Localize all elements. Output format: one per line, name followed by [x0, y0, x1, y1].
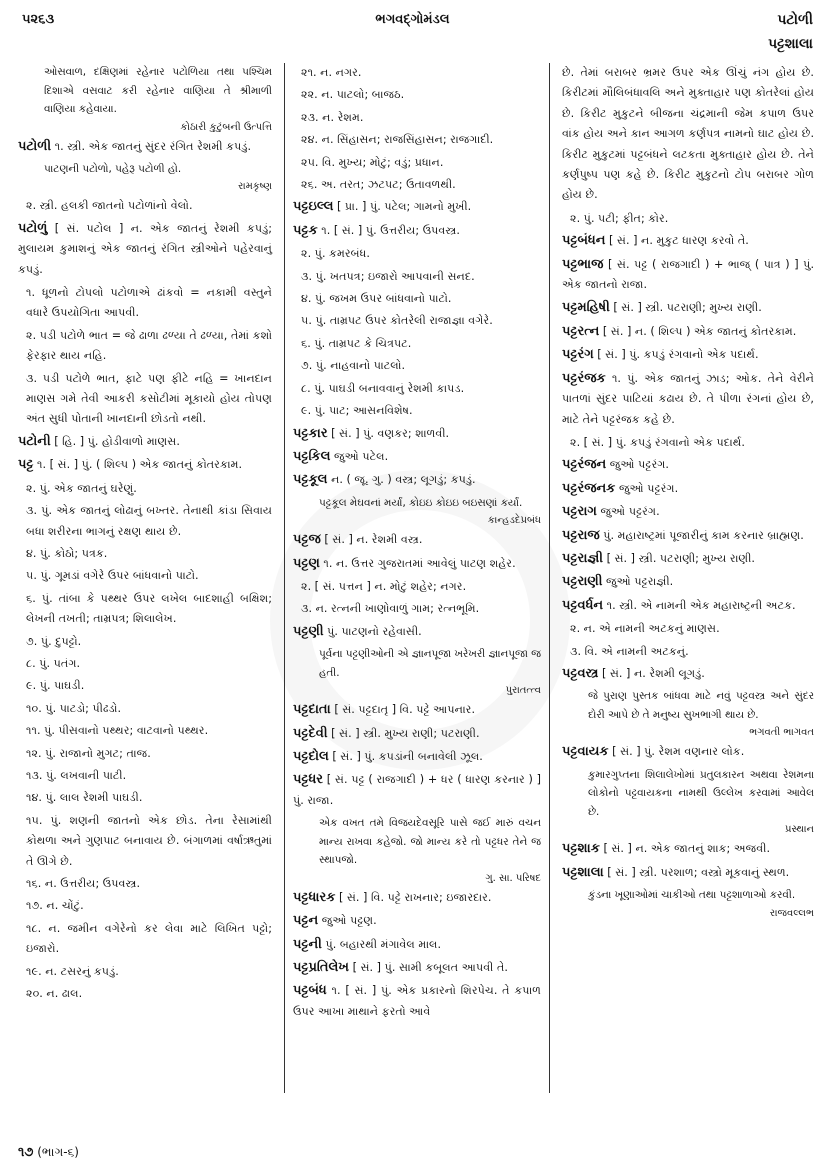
- headword: પટ્ટશાલા: [562, 864, 604, 880]
- citation-quote: પૂર્વના પટ્ટણીઓની એ જ્ઞાનપૂજા ખરેખરી જ્ઞાનપૂજા જ હતી.: [319, 648, 542, 679]
- citation-quote: પટ્ટકૂલ મેઘવનાં મર્યાં, કોઇઇ કોઇઇ બઇસણાં કર્યાં.: [319, 496, 523, 509]
- sense-item: ૫. પું. તામ્રપટ ઉપર કોતરેલી રાજાજ્ઞા વગેરે.: [301, 314, 493, 328]
- sense-item: ૬. પું. તામ્રપટ કે ચિત્રપટ.: [301, 336, 412, 350]
- carryover-quote: ઓસવાળ, દક્ષિણમાં રહેનાર પટોળિયા તથા પશ્ચિમ દિશાએ વસવાટ કરી રહેનાર વાણિયા તે શ્રીમાળી વાણિયા કહેવાયા.: [44, 66, 272, 115]
- headword: પટ્ટ: [18, 457, 34, 473]
- sense-item: ૬. પું. તાંબા કે પથ્થર ઉપર લખેલ બાદશાહી બક્ષિશ; લેખની તખતી; તામ્રપત્ર; શિલાલેખ.: [26, 591, 272, 626]
- citation-quote: જે પુરાણ પુસ્તક બાંધવા માટે નવું પટ્ટવસ્ત્ર અને સુંદર દોરી આપે છે તે મનુષ્ય સુખભાગી થાય છે.: [588, 690, 814, 721]
- sense-item: ૩. પડી પટોળે ભાત, ફાટે પણ ફીટે નહિ = ખાનદાન માણસ ગમે તેવી આકરી કસોટીમાં મૂકાયો હોય તોપણ અંત સુધી પોતાની ખાનદાની છોડતો નથી.: [26, 371, 272, 426]
- carryover-source: કોઠારી કુટુંબની ઉત્પત્તિ: [180, 121, 272, 133]
- headword: પટ્ટરત્ન: [562, 323, 600, 339]
- headword: પટ્ટબંધન: [562, 233, 606, 249]
- sense-item: ૧૨. પું. રાજાનો મુગટ; તાજ.: [26, 746, 151, 760]
- volume-label: (ભાગ-૬): [37, 1145, 79, 1159]
- sense-item: ૧૮. ન. જમીન વગેરેનો કર લેવા માટે લિખિત પટ્ટો; ઇજારો.: [26, 921, 272, 956]
- citation-source: રાજવલ્લભ: [769, 907, 814, 919]
- definition: [ સં. ] પું. કપડાંની બનાવેલી ઝૂલ.: [332, 750, 483, 764]
- definition: [ સં. ] સ્ત્રી. મુખ્ય રાણી; પટરાણી.: [331, 726, 480, 740]
- dictionary-entry: [293, 622, 541, 642]
- dictionary-entry: [562, 298, 814, 318]
- headword: પટ્ટવાયક: [562, 744, 609, 760]
- headword: પટ્ટબંધ: [293, 983, 327, 999]
- dictionary-entry: [562, 742, 814, 762]
- dictionary-entry: [562, 664, 814, 684]
- sense-item: ૨. પડી પટોળે ભાત = જે ઢાળા ઢળ્યા તે ઢળ્યા, તેમાં કશો ફેરફાર થાય નહિ.: [26, 328, 272, 363]
- citation-source: કાન્હડદેપ્રબંધ: [487, 515, 541, 527]
- headword: પટ્ટઇલ્લ: [293, 199, 334, 215]
- dictionary-entry: [293, 935, 541, 955]
- headword: પટ્ટપ્રતિલેખ: [293, 960, 349, 975]
- definition: ૧. સ્ત્રી. એ નામની એક મહારાષ્ટ્રની અટક.: [606, 598, 796, 612]
- definition: જુઓ પટ્ટણ.: [321, 914, 377, 928]
- column-2: [284, 63, 550, 1093]
- headword: પટ્ટણ: [293, 555, 320, 571]
- dictionary-entry: [562, 596, 814, 616]
- sense-item: ૧૦. પું. પાટડો; પીઢડો.: [26, 701, 121, 715]
- definition: [ સં. ] ન. રેશમી લૂગડું.: [601, 666, 705, 680]
- headword: પટોળી: [18, 138, 52, 154]
- sense-item: ૨. [ સં. ] પું. કપડું રંગવાનો એક પદાર્થ.: [570, 435, 745, 449]
- definition: પું. બહારથી મંગાવેલ માલ.: [325, 937, 442, 951]
- sense-item: ૫. પું. ગૂમડાં વગેરે ઉપર બાંધવાનો પાટો.: [26, 569, 199, 583]
- sense-item: ૨. પું. એક જાતનું ઘરેણું.: [26, 481, 137, 495]
- headword: પટ્ટવસ્ત્ર: [562, 665, 599, 681]
- headword: પટ્ટરંજક: [562, 370, 606, 386]
- citation-quote: પાટણની પટોળો, પહેરૂ પટોળી હો.: [44, 162, 182, 175]
- dictionary-entry: [293, 981, 541, 1022]
- dictionary-entry: [18, 455, 272, 475]
- dictionary-entry: [562, 839, 814, 859]
- dictionary-entry: [562, 526, 814, 546]
- dictionary-entry: [293, 197, 541, 217]
- dictionary-entry: [293, 770, 541, 811]
- headword: પટ્ટણી: [293, 623, 324, 639]
- headword: પટ્ટજ: [293, 532, 321, 548]
- dictionary-entry: [562, 549, 814, 569]
- definition: જુઓ પટ્ટરાજ્ઞી.: [606, 575, 674, 589]
- headword: પટ્ટરાજ: [562, 527, 600, 543]
- sense-item: ૧૭. ન. ચોંટું.: [26, 899, 84, 913]
- definition: જુઓ પટ્ટરંગ.: [600, 505, 660, 519]
- headword: પટ્ટધર: [293, 772, 324, 788]
- citation-source: પ્રસ્થાન: [784, 824, 814, 836]
- dictionary-columns: [0, 63, 825, 1093]
- sense-item: ૨૬. અ. તરત; ઝટપટ; ઉતાવળથી.: [301, 178, 456, 192]
- headword: પટ્ટરંજનક: [562, 480, 616, 496]
- dictionary-entry: [562, 231, 814, 251]
- dictionary-entry: [293, 424, 541, 444]
- citation-quote: એક વખત તમે વિજયદેવસૂરિ પાસે જઈ મારું વચન માન્ય રાખવા કહેજો. જો માન્ય કરે તો પટ્ટધર તેને જ સ્થાપજો.: [319, 817, 541, 867]
- book-title: ભગવદ્ગોમંડલ: [375, 12, 450, 27]
- definition: [ સં. ] સ્ત્રી. પટરાણી; મુખ્ય રાણી.: [613, 301, 762, 315]
- headword: પટ્ટદેવી: [293, 725, 328, 741]
- definition: [ સં. ] પું. રેશમ વણનાર લોક.: [612, 745, 745, 759]
- headword: પટ્ટરંજન: [562, 457, 607, 473]
- citation-source: રામકૃષ્ણ: [238, 181, 272, 193]
- dictionary-entry: [293, 221, 541, 241]
- headword: પટ્ટદાતા: [293, 702, 331, 718]
- citation-quote: કુમારગુપ્તના શિલાલેખોમાં પ્રતુલકારન અથવા રેશમના લોકોનો પટ્ટવાયકના નામથી ઉલ્લેખ કરવામાં આવેલ છે.: [588, 768, 814, 818]
- sense-item: ૩. ન. રત્નની ખાણોવાળું ગામ; રત્નભૂમિ.: [301, 602, 480, 616]
- headword: પટ્ટની: [293, 936, 322, 952]
- definition: ૧. [ સં. ] પું. એક પ્રકારનો શિરપેચ. તે કપાળ ઉપર આખા માથાને ફરતો આવે: [293, 984, 541, 1018]
- dictionary-entry: [562, 322, 814, 342]
- sense-item: ૨૦. ન. ઢાલ.: [26, 987, 83, 1001]
- dictionary-entry: [293, 888, 541, 908]
- definition: [ સં. ] વિ. પટ્ટે રાખનાર; ઇજારદાર.: [338, 890, 492, 904]
- guide-word-first: પટોળી: [777, 12, 813, 28]
- definition: [ સં. ] ન. મુકુટ ધારણ કરવો તે.: [608, 234, 749, 248]
- definition: [ સં. પટ્ટ ( રાજગાદી ) + ભાજ્ ( પાત્ર ) ] પું. એક જાતનો રાજા.: [562, 257, 814, 292]
- definition: ૧. પું. એક જાતનું ઝાડ; ઓક. તેને વેરીને પાતળાં સુંદર પાટિયાં કઢાય છે. તે પીળા રંગનાં હોય છે, માટે તેને પટ્ટરંજક કહે છે.: [562, 371, 814, 426]
- dictionary-entry: [562, 502, 814, 522]
- headword: પટ્ટકૂલ: [293, 472, 328, 488]
- sense-item: ૧૧. પું. પીસવાનો પથ્થર; વાટવાનો પથ્થર.: [26, 724, 209, 738]
- dictionary-entry: [293, 747, 541, 767]
- sense-item: ૨૪. ન. સિંહાસન; રાજસિંહાસન; રાજગાદી.: [301, 133, 494, 147]
- dictionary-entry: [562, 369, 814, 430]
- dictionary-entry: [293, 724, 541, 744]
- page-header: [0, 0, 825, 56]
- definition: ૧. સ્ત્રી. એક જાતનું સુંદર રંગિત રેશમી કપડું.: [54, 139, 252, 153]
- signature-number: ૧૭: [18, 1145, 34, 1160]
- sense-item: ૧૬. ન. ઉત્તરીય; ઉપવસ્ત્ર.: [26, 877, 141, 890]
- dictionary-entry: [18, 137, 272, 157]
- definition: પું. મહારાષ્ટ્રમાં પૂજારીનું કામ કરનાર બ્રાહ્મણ.: [603, 528, 804, 542]
- sense-item: ૭. પું. દુપટ્ટો.: [26, 634, 82, 648]
- sense-item: ૩. પું. એક જાતનું લોઢાનું બખ્તર. તેનાથી કાંડા સિવાય બધા શરીરના ભાગનું રક્ષણ થાય છે.: [26, 504, 272, 538]
- column-1: [18, 63, 278, 1093]
- definition: [ સં. પટોલ ] ન. એક જાતનું રેશમી કપડું; મુલાયમ કુમાશનું એક જાતનું રંગિત સ્ત્રીઓને પહેરવાનું કપડું.: [18, 221, 272, 276]
- definition: ન. ( જૂ. ગુ. ) વસ્ત્ર; લૂગડું; કપડું.: [331, 473, 476, 487]
- definition: [ સં. પટ્ટ ( રાજગાદી ) + ધર ( ધારણ કરનાર ) ] પું. રાજા.: [293, 773, 542, 807]
- definition: [ પ્રા. ] પું. પટેલ; ગામનો મુખી.: [337, 200, 472, 214]
- sense-item: ૮. પું. પાઘડી બનાવવાનું રેશમી કાપડ.: [301, 381, 465, 395]
- sense-item: ૧૫. પું. શણની જાતનો એક છોડ. તેના રેસામાંથી કોથળા અને ગુણપાટ બનાવાય છે. બંગાળમાં વર્ષાઋતુમાં તે ઊગે છે.: [26, 813, 272, 868]
- headword: પટ્ટરાગ: [562, 504, 597, 520]
- definition: [ સં. ] સ્ત્રી. પટરાણી; મુખ્ય રાણી.: [606, 551, 755, 565]
- headword: પટ્ટરાજ્ઞી: [562, 550, 604, 566]
- dictionary-entry: [18, 219, 272, 280]
- carryover-text: છે. તેમાં બરાબર ભ્રમર ઉપર એક ઊંચું નંગ હોય છે. કિરીટમાં મૌલિબંધાવલિ અને મુક્તાહાર પણ કોતરેલાં હોય છે. કિરીટ મુકુટને બીજના ચંદ્રમાની જેમ કપાળ ઉપર વાંક હોય અને કાન આગળ કર્ણપત્ર નામનો ઘાટ હોય છે. કિરીટ મુકુટમાં પટ્ટબંધને લટકતા મુક્તાહાર હોય છે. તેને કર્ણપુષ્પ પણ કહે છે. કિરીટ મુકુટનો ટોપ બરાબર ગોળ હોય છે.: [562, 66, 814, 202]
- sense-item: ૮. પું. પતંગ.: [26, 656, 81, 670]
- definition: જુઓ પટેલ.: [334, 449, 389, 463]
- sense-item: ૨. પું. પટી; ફીત; કોર.: [570, 211, 669, 225]
- definition: [ સં. ] સ્ત્રી. પરશાળ; વસ્ત્રો મૂકવાનું સ્થળ.: [607, 865, 790, 879]
- dictionary-entry: [293, 530, 541, 550]
- dictionary-entry: [293, 958, 541, 978]
- definition: [ સં. પટ્ટદાતૃ ] વિ. પટ્ટે આપનાર.: [334, 703, 476, 717]
- column-3: [556, 63, 814, 1093]
- definition: [ સં. ] પું. વણકર; શાળવી.: [331, 426, 450, 440]
- sense-item: ૨૩. ન. રેશમ.: [301, 110, 364, 124]
- dictionary-entry: [562, 255, 814, 296]
- sense-item: ૨. ન. એ નામની અટકનું માણસ.: [570, 622, 720, 636]
- headword: પટ્ટન: [293, 913, 319, 929]
- sense-item: ૨૧. ન. નગર.: [301, 66, 362, 79]
- headword: પટ્ટભાજ: [562, 256, 604, 272]
- dictionary-entry: [293, 554, 541, 574]
- sense-item: ૨૫. વિ. મુખ્ય; મોટું; વડું; પ્રધાન.: [301, 155, 444, 169]
- definition: [ હિ. ] પું. હોડીવાળો માણસ.: [54, 434, 180, 448]
- definition: ૧. ન. ઉત્તર ગુજરાતમાં આવેલું પાટણ શહેર.: [323, 556, 516, 570]
- sense-item: ૩. વિ. એ નામની અટકનું.: [570, 644, 689, 658]
- headword: પટ્ટમહિષી: [562, 300, 610, 316]
- headword: પટોની: [18, 433, 51, 449]
- sense-item: ૯. પું. પાટ; આસનવિશેષ.: [301, 404, 413, 418]
- headword: પટ્ટરંગ: [562, 347, 594, 363]
- page-number: ૫૨૬૩: [22, 12, 55, 27]
- sense-item: ૨. [ સં. પત્તન ] ન. મોટું શહેર; નગર.: [301, 580, 467, 594]
- headword: પટ્ટવર્ધન: [562, 597, 604, 613]
- headword: પટ્ટદોલ: [293, 749, 329, 765]
- dictionary-entry: [562, 863, 814, 883]
- sense-item: ૯. પું. પાઘડી.: [26, 679, 85, 693]
- headword: પટ્ટકિલ: [293, 448, 331, 464]
- sense-item: ૨૨. ન. પાટલો; બાજઠ.: [301, 88, 405, 102]
- page-footer: [18, 1145, 79, 1160]
- definition: ૧. [ સં. ] પું. ઉત્તરીય; ઉપવસ્ત્ર.: [321, 223, 460, 237]
- headword: પટ્ટરાણી: [562, 574, 603, 590]
- dictionary-entry: [18, 432, 272, 452]
- headword: પટ્ટક: [293, 222, 318, 238]
- sense-item: ૨. પું. કમરબંધ.: [301, 247, 370, 261]
- headword: પટ્ટકાર: [293, 425, 328, 441]
- dictionary-entry: [293, 911, 541, 931]
- dictionary-entry: [293, 447, 541, 467]
- sense-item: ૪. પું. જખમ ઉપર બાંધવાનો પાટો.: [301, 292, 452, 306]
- sense-item: ૧૪. પું. લાલ રેશમી પાઘડી.: [26, 791, 143, 805]
- definition: જુઓ પટ્ટરંગ.: [609, 458, 669, 472]
- definition: [ સં. ] પું. સામી કબૂલત આપવી તે.: [352, 961, 508, 974]
- sense-item: ૪. પું. કોઠો; પત્રક.: [26, 546, 108, 560]
- sense-item: ૧૯. ન. ટસરનું કપડું.: [26, 964, 119, 978]
- citation-quote: કુંડના ખૂણાઓમાં ચાકીઓ તથા પટ્ટશાળાઓ કરવી.: [588, 889, 796, 902]
- definition: [ સં. ] ન. રેશમી વસ્ત્ર.: [324, 533, 423, 547]
- citation-source: ભગવતી ભાગવત: [749, 727, 814, 739]
- dictionary-entry: [562, 455, 814, 475]
- headword: પટ્ટશાક: [562, 841, 600, 857]
- definition: [ સં. ] ન. એક જાતનું શાક; અજવી.: [603, 842, 770, 856]
- sense-item: ૩. પું. ખતપત્ર; ઇજારો આપવાની સનદ.: [301, 269, 475, 283]
- dictionary-entry: [293, 700, 541, 720]
- guide-word-last: પટ્ટશાલા: [768, 36, 813, 52]
- sense-item: ૨. સ્ત્રી. હલકી જાતનો પટોળાંનો વેલો.: [26, 199, 193, 213]
- sense-item: ૭. પું. નાહવાનો પાટલો.: [301, 359, 406, 373]
- definition: જુઓ પટ્ટરંગ.: [618, 481, 679, 495]
- dictionary-entry: [562, 479, 814, 499]
- definition: [ સં. ] પું. કપડું રંગવાનો એક પદાર્થ.: [597, 348, 759, 362]
- dictionary-entry: [293, 470, 541, 490]
- dictionary-entry: [562, 345, 814, 365]
- citation-source: પુરાતત્ત્વ: [505, 685, 541, 697]
- dictionary-entry: [562, 572, 814, 592]
- citation-source: ગુ. સા. પરિષદ: [485, 872, 541, 884]
- headword: પટ્ટધારક: [293, 889, 336, 905]
- sense-item: ૧૩. પું. લખવાની પાટી.: [26, 768, 127, 782]
- definition: પું. પાટણનો રહેવાસી.: [327, 624, 422, 638]
- headword: પટોળું: [18, 220, 48, 236]
- sense-item: ૧. ધૂળનો ટોપલો પટોળાએ ઢાંકવો = નકામી વસ્તુને વધારે ઉપયોગિતા આપવી.: [26, 286, 272, 320]
- definition: [ સં. ] ન. ( શિલ્પ ) એક જાતનું કોતરકામ.: [602, 324, 797, 338]
- definition: ૧. [ સં. ] પું. ( શિલ્પ ) એક જાતનું કોતરકામ.: [37, 458, 243, 472]
